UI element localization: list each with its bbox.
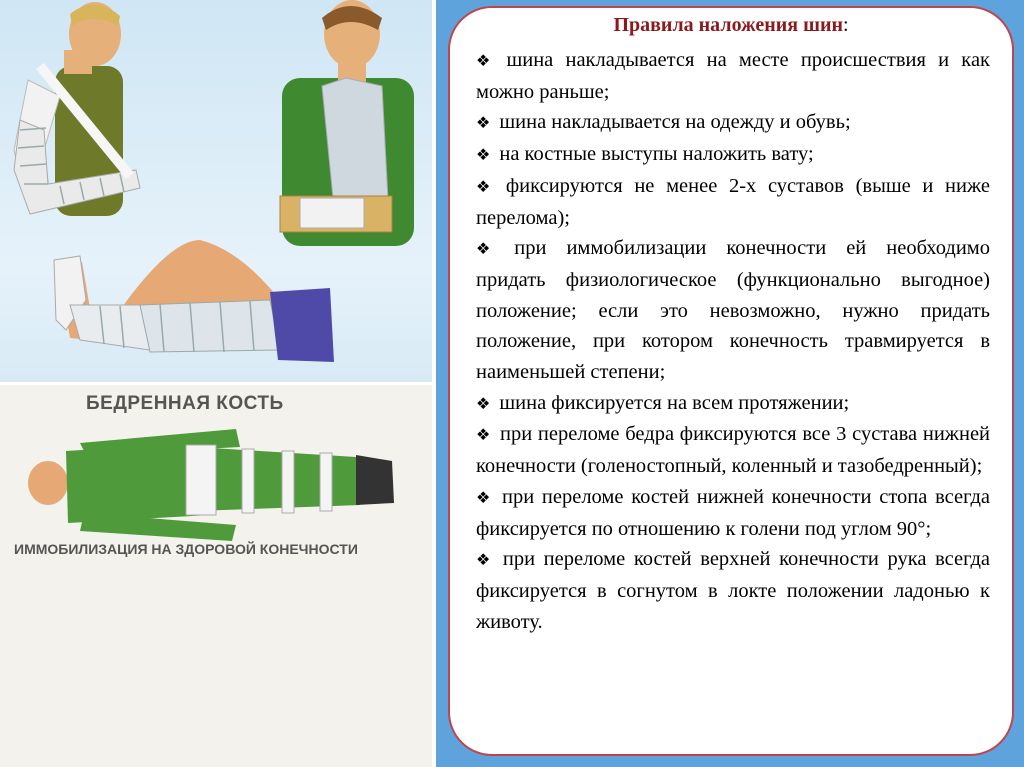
- rule-item: [476, 419, 990, 481]
- rule-text: при переломе костей верхней конечности рука всегда фиксируется в согнутом в локте положении ладонью к животу.: [476, 548, 991, 633]
- bullet-icon: ❖: [476, 51, 498, 70]
- bullet-icon: ❖: [476, 113, 491, 133]
- rules-title: [450, 14, 1012, 37]
- rule-text: шина накладывается на одежду и обувь;: [499, 111, 851, 134]
- rule-text: при переломе костей нижней конечности стопа всегда фиксируется по отношению к голени под углом 90°;: [476, 485, 990, 540]
- leg-with-splint: [54, 240, 334, 362]
- figure-hip-splint-1: [28, 429, 394, 541]
- rule-item: [476, 482, 990, 544]
- man-with-arm-splint: [14, 2, 140, 216]
- rule-item: [476, 107, 990, 139]
- hip-heading: БЕДРЕННАЯ КОСТЬ: [86, 393, 284, 414]
- bullet-icon: ❖: [476, 425, 491, 445]
- rule-item: [476, 388, 990, 420]
- rules-card: [448, 6, 1014, 756]
- rules-title-text: Правила наложения шин: [613, 14, 843, 36]
- bullet-icon: ❖: [476, 176, 497, 196]
- rule-text: при иммобилизации конечности ей необходимо придать физиологическое (функционально выгодное) положение; если это невозможно, нужно придать положение, при котором конечность травмируется в наименьшей степени;: [476, 237, 991, 384]
- man-with-arm-sling: [280, 0, 414, 246]
- rule-text: при переломе бедра фиксируются все 3 сустава нижней конечности (голеностопный, коленный и тазобедренный);: [476, 423, 991, 478]
- rule-text: шина накладывается на месте происшествия и как можно раньше;: [476, 49, 991, 103]
- immobilization-heading: ИММОБИЛИЗАЦИЯ НА ЗДОРОВОЙ КОНЕЧНОСТИ: [14, 541, 358, 557]
- splint-illustration-bottom: [0, 385, 432, 767]
- bullet-icon: ❖: [476, 393, 491, 413]
- rule-item: [476, 544, 990, 637]
- bullet-icon: ❖: [476, 239, 506, 259]
- rule-item: [476, 171, 990, 233]
- rule-item: [476, 45, 990, 107]
- splint-illustration-top: [0, 0, 432, 382]
- rule-item: [476, 139, 990, 171]
- rule-item: [476, 233, 990, 388]
- arm-leg-splint-drawing: [0, 0, 432, 382]
- rules-title-colon: :: [843, 14, 849, 36]
- bullet-icon: ❖: [476, 550, 494, 570]
- rule-text: на костные выступы наложить вату;: [499, 143, 814, 166]
- rule-text: фиксируются не менее 2-х суставов (выше и ниже перелома);: [476, 174, 990, 229]
- rule-text: шина фиксируется на всем протяжении;: [499, 391, 850, 414]
- rules-list: [476, 45, 990, 637]
- bullet-icon: ❖: [476, 145, 491, 165]
- bullet-icon: ❖: [476, 487, 493, 507]
- hip-immobilization-drawing: [0, 385, 432, 767]
